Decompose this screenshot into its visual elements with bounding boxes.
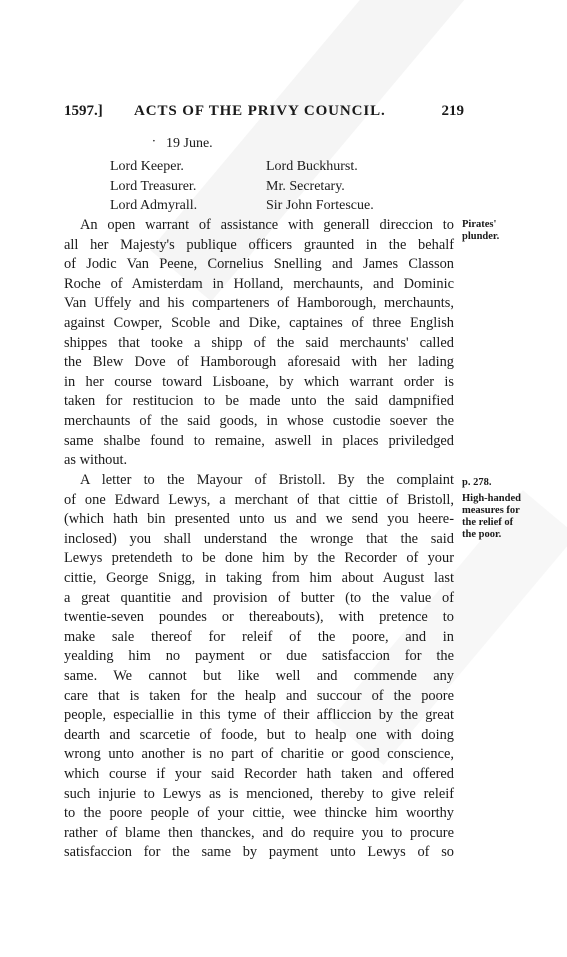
margin-note-high-handed bbox=[462, 493, 534, 541]
margin-note-line: High-handed bbox=[462, 493, 521, 504]
text-line: same shalbe found to remaine, aswell in places priviledged bbox=[64, 432, 454, 449]
text-line: An open warrant of assistance with generall direccion to bbox=[80, 217, 454, 233]
text-line: merchaunts of the said goods, in whose custodie soever the bbox=[64, 412, 454, 429]
text-line: a great quantitie and provision of butter (to the value of bbox=[64, 589, 454, 606]
header-title: ACTS OF THE PRIVY COUNCIL. bbox=[134, 103, 386, 119]
text-line: all her Majesty's publique officers graunted in the behalf bbox=[64, 236, 454, 253]
attendee: Sir John Fortescue. bbox=[266, 198, 374, 213]
text-line: yealding him no payment or due satisfaccion for the bbox=[64, 648, 454, 665]
margin-note-line: the poor. bbox=[462, 529, 502, 540]
text-line: Lewys pretendeth to be done him by the Recorder of your bbox=[64, 550, 454, 567]
text-line: care that is taken for the healp and succour of the poore bbox=[64, 687, 454, 704]
running-header bbox=[64, 103, 464, 123]
text-line: wrong unto another is no part of charitie or good conscience, bbox=[64, 746, 454, 763]
text-line: cittie, George Snigg, in taking from him about August last bbox=[64, 569, 454, 586]
margin-page-reference: p. 278. bbox=[462, 477, 492, 488]
text-line: (which hath bin presented unto us and we send you heere- bbox=[64, 511, 454, 528]
text-line: Roche of Amisterdam in Holland, merchaunts, and Dominic bbox=[64, 275, 454, 292]
text-line: against Cowper, Scoble and Dike, captaines of three English bbox=[64, 314, 454, 331]
paragraph-pirates-warrant bbox=[64, 216, 454, 471]
text-line: to the poore people of your cittie, wee thincke him woorthy bbox=[64, 805, 454, 822]
header-year: 1597.] bbox=[64, 103, 103, 119]
attendee: Mr. Secretary. bbox=[266, 178, 345, 194]
margin-note-line: the relief of bbox=[462, 517, 514, 528]
meeting-date: 19 June. bbox=[166, 136, 213, 151]
paragraph-letter-bristol bbox=[64, 471, 454, 863]
attendee: Lord Buckhurst. bbox=[266, 159, 358, 174]
text-line: the Blew Dove of Hamborough aforesaid with her lading bbox=[64, 354, 454, 371]
text-line: taken for restitucion to be made unto the said dampnified bbox=[64, 393, 454, 410]
attendee-row bbox=[110, 196, 410, 216]
attendees-list bbox=[110, 157, 410, 216]
text-line: A letter to the Mayour of Bristoll. By the complaint bbox=[80, 472, 454, 488]
margin-note-pirates bbox=[462, 219, 534, 243]
text-line: which course if your said Recorder hath taken and offered bbox=[64, 765, 454, 782]
attendee: Lord Treasurer. bbox=[110, 178, 197, 194]
text-line: make sale thereof for releif of the poore, and in bbox=[64, 628, 454, 645]
text-line: people, especiallie in this tyme of their affliccion by the great bbox=[64, 707, 454, 724]
text-line: same. We cannot but like well and commende any bbox=[64, 667, 454, 684]
text-line: shippes that tooke a shipp of the said merchaunts' called bbox=[64, 334, 454, 351]
attendee: Lord Admyrall. bbox=[110, 198, 198, 213]
text-line: in her course toward Lisboane, by which warrant order is bbox=[64, 373, 454, 390]
text-line: such injurie to Lewys as is mencioned, thereby to give releif bbox=[64, 785, 454, 802]
text-line: inclosed) you shall understand the wronge that the said bbox=[64, 530, 454, 547]
text-line: twentie-seven poundes or thereabouts), with pretence to bbox=[64, 609, 454, 626]
text-line: rather of blame then thanckes, and do require you to procure bbox=[64, 824, 454, 841]
attendee: Lord Keeper. bbox=[110, 159, 184, 174]
text-line: Van Uffely and his comparteners of Hamborough, merchaunts, bbox=[64, 295, 454, 312]
separator-dot: · bbox=[152, 134, 156, 148]
text-line: dearth and scarcetie of foode, but to healp one with doing bbox=[64, 726, 454, 743]
text-line: of one Edward Lewys, a merchant of that cittie of Bristoll, bbox=[64, 491, 454, 508]
margin-note-line: measures for bbox=[462, 505, 520, 516]
text-line: satisfaccion for the same by payment unto Lewys of so bbox=[64, 844, 454, 861]
text-line: as without. bbox=[64, 452, 128, 469]
margin-note-line: plunder. bbox=[462, 231, 500, 242]
text-line: of Jodic Van Peene, Cornelius Snelling and James Classon bbox=[64, 256, 454, 273]
margin-note-line: Pirates' bbox=[462, 219, 497, 230]
attendee-row bbox=[110, 177, 410, 197]
attendee-row bbox=[110, 157, 410, 177]
page-number: 219 bbox=[441, 103, 464, 119]
